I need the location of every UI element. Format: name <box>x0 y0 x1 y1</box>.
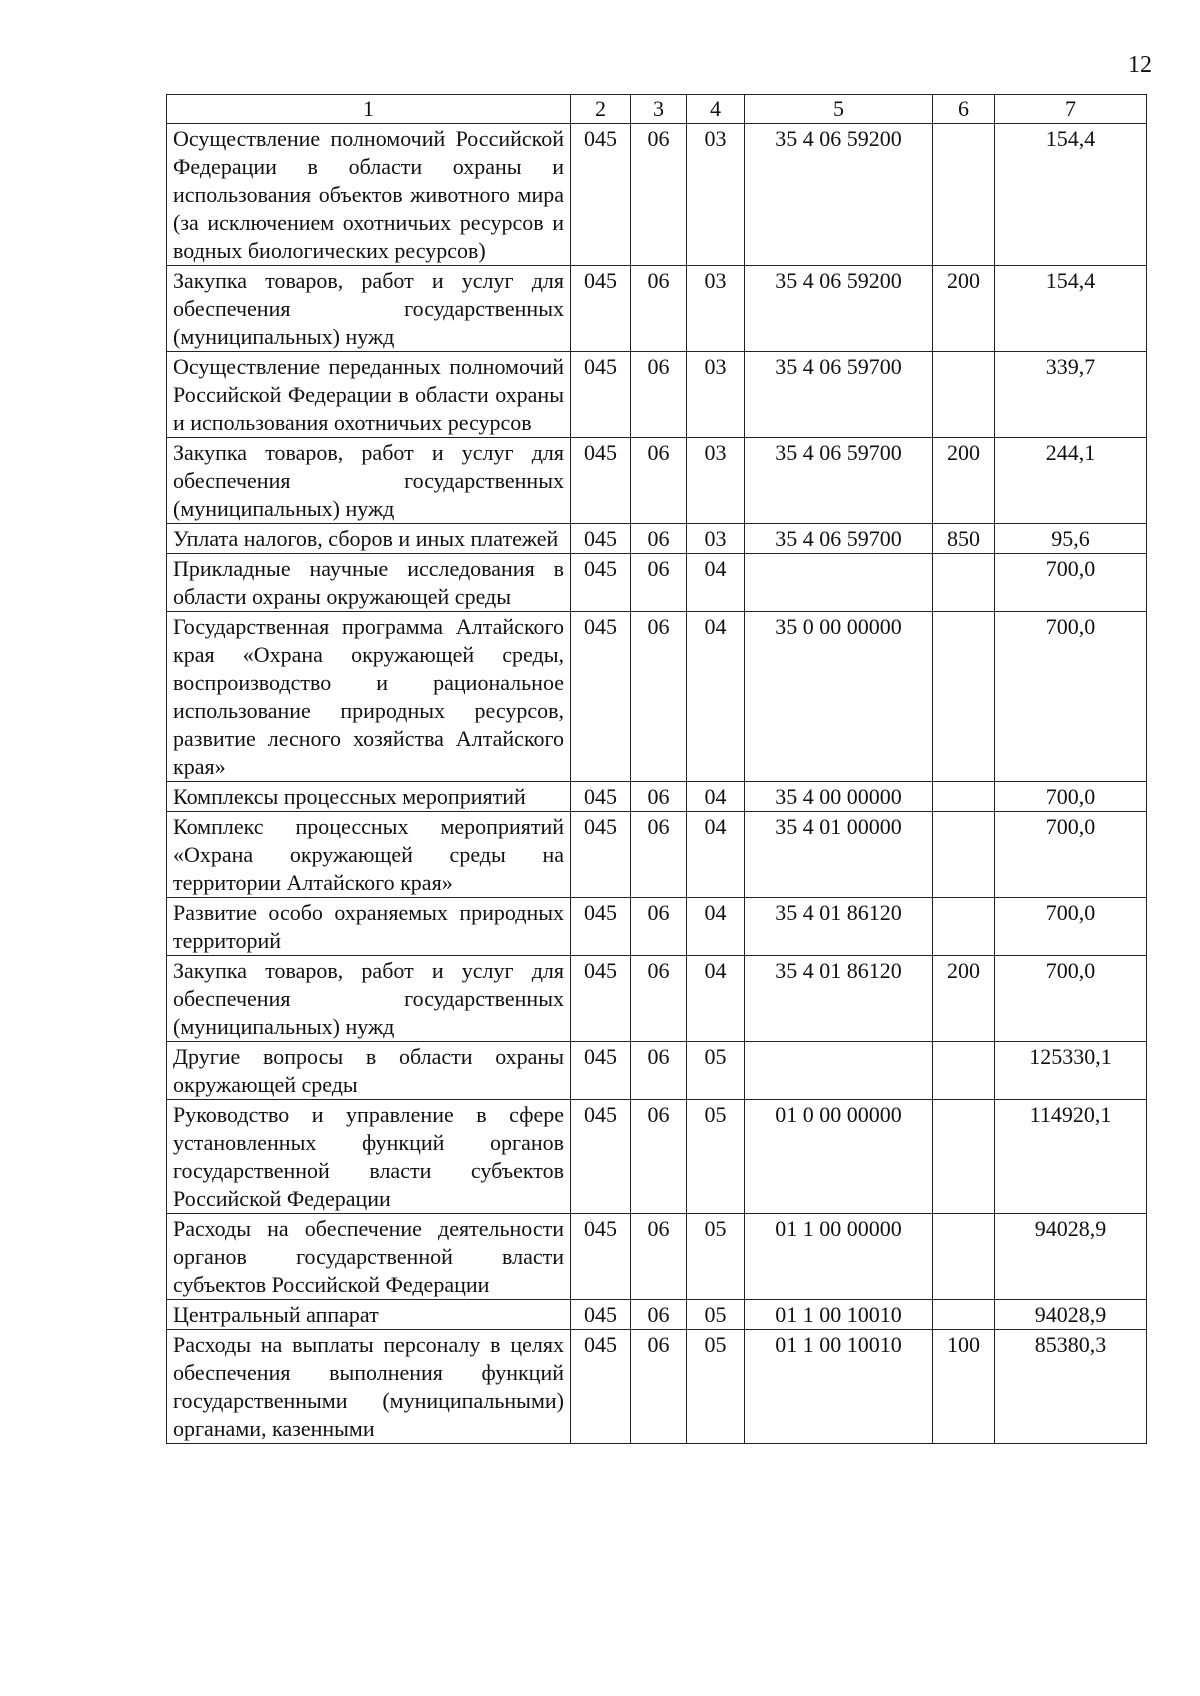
code-admin: 045 <box>571 956 631 1042</box>
code-expense-type <box>933 782 995 812</box>
row-name: Расходы на обеспечение деятельности органов государственной власти субъектов Российской Федерации <box>167 1214 571 1300</box>
code-subsection: 03 <box>687 524 745 554</box>
table-row <box>167 1042 1147 1100</box>
code-expense-type <box>933 1100 995 1214</box>
code-admin: 045 <box>571 1214 631 1300</box>
amount: 339,7 <box>995 352 1147 438</box>
amount: 154,4 <box>995 124 1147 266</box>
column-header: 7 <box>995 95 1147 124</box>
code-section: 06 <box>631 554 687 612</box>
amount: 114920,1 <box>995 1100 1147 1214</box>
code-expense-type: 200 <box>933 438 995 524</box>
column-header: 4 <box>687 95 745 124</box>
code-admin: 045 <box>571 266 631 352</box>
column-header: 1 <box>167 95 571 124</box>
code-subsection: 05 <box>687 1300 745 1330</box>
code-subsection: 04 <box>687 554 745 612</box>
code-subsection: 05 <box>687 1100 745 1214</box>
code-subsection: 05 <box>687 1042 745 1100</box>
code-subsection: 03 <box>687 352 745 438</box>
code-section: 06 <box>631 352 687 438</box>
code-target <box>745 1042 933 1100</box>
row-name: Центральный аппарат <box>167 1300 571 1330</box>
code-subsection: 05 <box>687 1330 745 1444</box>
code-admin: 045 <box>571 524 631 554</box>
table-row <box>167 1214 1147 1300</box>
code-expense-type: 200 <box>933 266 995 352</box>
table-row <box>167 124 1147 266</box>
code-admin: 045 <box>571 1330 631 1444</box>
code-subsection: 04 <box>687 782 745 812</box>
table-row <box>167 1330 1147 1444</box>
column-header: 3 <box>631 95 687 124</box>
amount: 700,0 <box>995 554 1147 612</box>
code-target: 35 4 06 59200 <box>745 124 933 266</box>
code-subsection: 04 <box>687 612 745 782</box>
table-row <box>167 438 1147 524</box>
row-name: Уплата налогов, сборов и иных платежей <box>167 524 571 554</box>
table-row <box>167 352 1147 438</box>
amount: 154,4 <box>995 266 1147 352</box>
code-expense-type <box>933 1300 995 1330</box>
code-expense-type <box>933 1042 995 1100</box>
page-number: 12 <box>1128 52 1152 78</box>
table-row <box>167 898 1147 956</box>
code-section: 06 <box>631 438 687 524</box>
code-section: 06 <box>631 1330 687 1444</box>
amount: 700,0 <box>995 812 1147 898</box>
code-section: 06 <box>631 124 687 266</box>
table-row <box>167 812 1147 898</box>
code-subsection: 03 <box>687 438 745 524</box>
code-expense-type <box>933 124 995 266</box>
code-section: 06 <box>631 812 687 898</box>
amount: 95,6 <box>995 524 1147 554</box>
code-expense-type <box>933 898 995 956</box>
amount: 125330,1 <box>995 1042 1147 1100</box>
code-section: 06 <box>631 898 687 956</box>
code-admin: 045 <box>571 438 631 524</box>
budget-table <box>166 94 1147 1444</box>
code-subsection: 04 <box>687 812 745 898</box>
code-target: 35 4 06 59700 <box>745 352 933 438</box>
code-admin: 045 <box>571 1300 631 1330</box>
code-target: 35 4 01 86120 <box>745 898 933 956</box>
code-admin: 045 <box>571 1042 631 1100</box>
row-name: Прикладные научные исследования в области охраны окружающей среды <box>167 554 571 612</box>
code-expense-type: 200 <box>933 956 995 1042</box>
amount: 700,0 <box>995 898 1147 956</box>
code-section: 06 <box>631 1300 687 1330</box>
row-name: Государственная программа Алтайского края «Охрана окружающей среды, воспроизводство и рациональное использование природных ресурсов, развитие лесного хозяйства Алтайского края» <box>167 612 571 782</box>
code-section: 06 <box>631 266 687 352</box>
column-header: 6 <box>933 95 995 124</box>
row-name: Комплексы процессных мероприятий <box>167 782 571 812</box>
code-target: 01 1 00 10010 <box>745 1300 933 1330</box>
code-target: 35 4 06 59700 <box>745 524 933 554</box>
header-row <box>167 95 1147 124</box>
table-row <box>167 524 1147 554</box>
row-name: Закупка товаров, работ и услуг для обеспечения государственных (муниципальных) нужд <box>167 266 571 352</box>
code-subsection: 03 <box>687 266 745 352</box>
row-name: Закупка товаров, работ и услуг для обеспечения государственных (муниципальных) нужд <box>167 438 571 524</box>
code-expense-type: 100 <box>933 1330 995 1444</box>
column-header: 5 <box>745 95 933 124</box>
row-name: Осуществление переданных полномочий Российской Федерации в области охраны и использования охотничьих ресурсов <box>167 352 571 438</box>
code-admin: 045 <box>571 612 631 782</box>
row-name: Руководство и управление в сфере установленных функций органов государственной власти субъектов Российской Федерации <box>167 1100 571 1214</box>
code-target: 35 4 01 00000 <box>745 812 933 898</box>
amount: 85380,3 <box>995 1330 1147 1444</box>
code-admin: 045 <box>571 124 631 266</box>
code-target: 35 4 06 59700 <box>745 438 933 524</box>
code-subsection: 04 <box>687 956 745 1042</box>
amount: 244,1 <box>995 438 1147 524</box>
code-target: 35 4 06 59200 <box>745 266 933 352</box>
code-target: 01 1 00 00000 <box>745 1214 933 1300</box>
table-row <box>167 782 1147 812</box>
row-name: Осуществление полномочий Российской Федерации в области охраны и использования объектов животного мира (за исключением охотничьих ресурсов и водных биологических ресурсов) <box>167 124 571 266</box>
code-section: 06 <box>631 1100 687 1214</box>
table-row <box>167 554 1147 612</box>
amount: 700,0 <box>995 612 1147 782</box>
code-section: 06 <box>631 956 687 1042</box>
code-subsection: 03 <box>687 124 745 266</box>
code-admin: 045 <box>571 812 631 898</box>
amount: 94028,9 <box>995 1214 1147 1300</box>
code-section: 06 <box>631 1042 687 1100</box>
code-expense-type <box>933 554 995 612</box>
code-admin: 045 <box>571 1100 631 1214</box>
code-target <box>745 554 933 612</box>
code-admin: 045 <box>571 352 631 438</box>
table-row <box>167 612 1147 782</box>
column-header: 2 <box>571 95 631 124</box>
table-row <box>167 1300 1147 1330</box>
row-name: Развитие особо охраняемых природных территорий <box>167 898 571 956</box>
table-row <box>167 266 1147 352</box>
code-admin: 045 <box>571 782 631 812</box>
code-expense-type <box>933 812 995 898</box>
code-subsection: 04 <box>687 898 745 956</box>
code-admin: 045 <box>571 898 631 956</box>
code-section: 06 <box>631 1214 687 1300</box>
code-section: 06 <box>631 524 687 554</box>
row-name: Другие вопросы в области охраны окружающей среды <box>167 1042 571 1100</box>
table-row <box>167 1100 1147 1214</box>
table-row <box>167 956 1147 1042</box>
code-expense-type: 850 <box>933 524 995 554</box>
amount: 94028,9 <box>995 1300 1147 1330</box>
amount: 700,0 <box>995 782 1147 812</box>
code-section: 06 <box>631 612 687 782</box>
code-expense-type <box>933 352 995 438</box>
code-section: 06 <box>631 782 687 812</box>
code-target: 01 1 00 10010 <box>745 1330 933 1444</box>
code-admin: 045 <box>571 554 631 612</box>
code-target: 35 4 00 00000 <box>745 782 933 812</box>
row-name: Комплекс процессных мероприятий «Охрана окружающей среды на территории Алтайского края» <box>167 812 571 898</box>
amount: 700,0 <box>995 956 1147 1042</box>
row-name: Закупка товаров, работ и услуг для обеспечения государственных (муниципальных) нужд <box>167 956 571 1042</box>
code-target: 35 0 00 00000 <box>745 612 933 782</box>
code-expense-type <box>933 1214 995 1300</box>
code-target: 35 4 01 86120 <box>745 956 933 1042</box>
code-subsection: 05 <box>687 1214 745 1300</box>
code-expense-type <box>933 612 995 782</box>
row-name: Расходы на выплаты персоналу в целях обеспечения выполнения функций государственными (муниципальными) органами, казенными <box>167 1330 571 1444</box>
code-target: 01 0 00 00000 <box>745 1100 933 1214</box>
